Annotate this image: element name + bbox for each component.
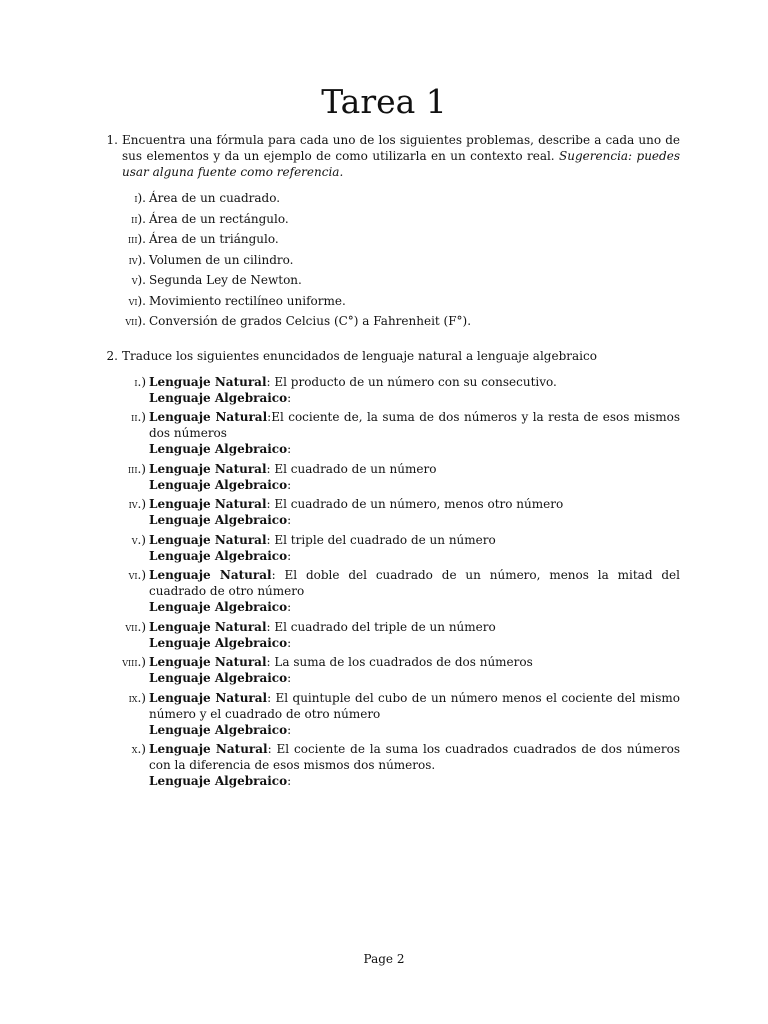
- algebraic-label: Lenguaje Algebraico: [149, 722, 288, 737]
- label-separator: :: [266, 619, 275, 634]
- natural-language-line: [149, 461, 680, 477]
- label-separator: :: [266, 532, 275, 547]
- natural-language-line: [149, 567, 680, 599]
- algebraic-language-line: Lenguaje Algebraico:: [149, 671, 292, 685]
- item-number: vii.): [125, 619, 146, 634]
- algebraic-language-line: Lenguaje Algebraico:: [149, 774, 292, 788]
- page-number: Page 2: [363, 952, 405, 966]
- list-item: [122, 532, 680, 564]
- list-item: [122, 741, 680, 789]
- algebraic-label: Lenguaje Algebraico: [149, 442, 288, 456]
- problem-1: [106, 132, 680, 334]
- natural-text: El producto de un número con su consecutivo.: [274, 374, 557, 389]
- natural-text: El quintuple del cubo de un número menos el cociente del mismo número y el cuadrado de otro número: [149, 690, 681, 721]
- natural-text: El cuadrado de un número, menos otro número: [274, 497, 564, 511]
- natural-text: El cociente de la suma los cuadrados cuadrados de dos números con la diferencia de esos mismos dos números.: [149, 742, 680, 772]
- item-number: ix.): [128, 690, 146, 705]
- list-item: [122, 313, 680, 334]
- algebraic-label: Lenguaje Algebraico: [149, 600, 288, 614]
- item-text: Movimiento rectilíneo uniforme.: [149, 293, 346, 308]
- natural-label: Lenguaje Natural: [149, 461, 267, 476]
- algebraic-language-line: Lenguaje Algebraico:: [149, 513, 292, 527]
- algebraic-language-line: Lenguaje Algebraico:: [149, 477, 292, 492]
- natural-text: El cuadrado del triple de un número: [274, 619, 496, 634]
- item-number: viii.): [122, 655, 146, 669]
- problem-text: [122, 132, 680, 180]
- algebraic-label: Lenguaje Algebraico: [149, 635, 288, 650]
- item-text: Volumen de un cilindro.: [149, 252, 294, 267]
- algebraic-label: Lenguaje Algebraico: [149, 671, 288, 685]
- item-number: ii.): [131, 410, 146, 424]
- problem-number: 1.: [106, 133, 118, 147]
- natural-text: La suma de los cuadrados de dos números: [274, 655, 533, 669]
- list-item: [122, 654, 680, 686]
- natural-text: El cuadrado de un número: [274, 461, 437, 476]
- natural-language-line: [149, 619, 680, 635]
- natural-text: El cociente de, la suma de dos números y la resta de esos mismos dos números: [149, 410, 680, 440]
- label-separator: :: [267, 690, 276, 705]
- item-text: Segunda Ley de Newton.: [149, 273, 302, 287]
- label-separator: :: [271, 568, 285, 582]
- natural-label: Lenguaje Natural: [149, 619, 267, 634]
- problem-2-statement: Traduce los siguientes enuncidados de lenguaje natural a lenguaje algebraico: [122, 348, 597, 363]
- natural-label: Lenguaje Natural: [149, 497, 267, 511]
- label-separator: :: [267, 410, 272, 424]
- label-separator: :: [266, 461, 275, 476]
- list-item: [122, 293, 680, 314]
- algebraic-label: Lenguaje Algebraico: [149, 513, 288, 527]
- label-separator: :: [266, 374, 275, 389]
- natural-language-line: [149, 532, 680, 548]
- list-item: [122, 496, 680, 528]
- natural-language-line: [149, 690, 680, 722]
- natural-language-line: [149, 496, 680, 512]
- natural-language-line: [149, 409, 680, 441]
- natural-text: El triple del cuadrado de un número: [274, 532, 496, 547]
- list-item: [122, 619, 680, 651]
- problem-1-suggestion: Sugerencia: puedes usar alguna fuente como referencia.: [122, 149, 680, 179]
- algebraic-label: Lenguaje Algebraico: [149, 390, 288, 405]
- item-number: iv.): [128, 497, 146, 511]
- list-item: [122, 272, 680, 293]
- item-number: v).: [131, 273, 146, 287]
- natural-language-line: [149, 654, 680, 670]
- problem-number: 2.: [106, 348, 118, 363]
- list-item: [122, 567, 680, 615]
- item-number: i).: [134, 191, 146, 205]
- list-item: [122, 252, 680, 273]
- algebraic-language-line: Lenguaje Algebraico:: [149, 390, 292, 405]
- item-number: iii.): [128, 461, 146, 476]
- algebraic-language-line: Lenguaje Algebraico:: [149, 600, 292, 614]
- natural-label: Lenguaje Natural: [149, 742, 268, 756]
- algebraic-language-line: Lenguaje Algebraico:: [149, 548, 292, 563]
- natural-label: Lenguaje Natural: [149, 410, 268, 424]
- algebraic-label: Lenguaje Algebraico: [149, 548, 288, 563]
- list-item: [122, 231, 680, 252]
- label-separator: :: [267, 742, 277, 756]
- item-number: vii).: [125, 314, 146, 328]
- algebraic-language-line: Lenguaje Algebraico:: [149, 442, 292, 456]
- list-item: [122, 461, 680, 493]
- item-number: vi).: [128, 293, 146, 308]
- natural-label: Lenguaje Natural: [149, 655, 267, 669]
- natural-label: Lenguaje Natural: [149, 568, 272, 582]
- item-text: Conversión de grados Celcius (C°) a Fahrenheit (F°).: [149, 314, 472, 328]
- natural-text: El doble del cuadrado de un número, menos la mitad del cuadrado de otro número: [149, 568, 680, 598]
- list-item: [122, 190, 680, 211]
- list-item: [122, 211, 680, 232]
- problem-1-statement: Encuentra una fórmula para cada uno de los siguientes problemas, describe a cada uno de sus elementos y da un ejemplo de como utilizarla en un contexto real.: [122, 133, 680, 163]
- algebraic-label: Lenguaje Algebraico: [149, 477, 288, 492]
- item-number: vi.): [128, 568, 146, 582]
- page-title: Tarea 1: [321, 82, 447, 121]
- item-number: i.): [134, 374, 146, 389]
- problem-2: [106, 348, 681, 790]
- item-number: x.): [131, 742, 146, 756]
- natural-label: Lenguaje Natural: [149, 532, 267, 547]
- list-item: [122, 690, 680, 738]
- problem-1-items: [122, 190, 680, 334]
- list-item: [122, 409, 680, 457]
- item-text: Área de un triángulo.: [149, 232, 279, 246]
- natural-language-line: [149, 374, 680, 390]
- algebraic-language-line: Lenguaje Algebraico:: [149, 722, 292, 737]
- label-separator: :: [266, 655, 275, 669]
- item-text: Área de un cuadrado.: [149, 191, 281, 205]
- item-number: ii).: [131, 211, 146, 226]
- natural-label: Lenguaje Natural: [149, 690, 268, 705]
- label-separator: :: [266, 497, 275, 511]
- algebraic-language-line: Lenguaje Algebraico:: [149, 635, 292, 650]
- natural-language-line: [149, 741, 680, 773]
- content: [106, 132, 681, 803]
- item-number: iii).: [128, 232, 146, 246]
- item-number: v.): [131, 532, 146, 547]
- problem-2-items: [122, 374, 680, 790]
- list-item: [122, 374, 680, 406]
- algebraic-label: Lenguaje Algebraico: [149, 774, 288, 788]
- item-number: iv).: [128, 252, 146, 267]
- item-text: Área de un rectángulo.: [149, 211, 289, 226]
- natural-label: Lenguaje Natural: [149, 374, 267, 389]
